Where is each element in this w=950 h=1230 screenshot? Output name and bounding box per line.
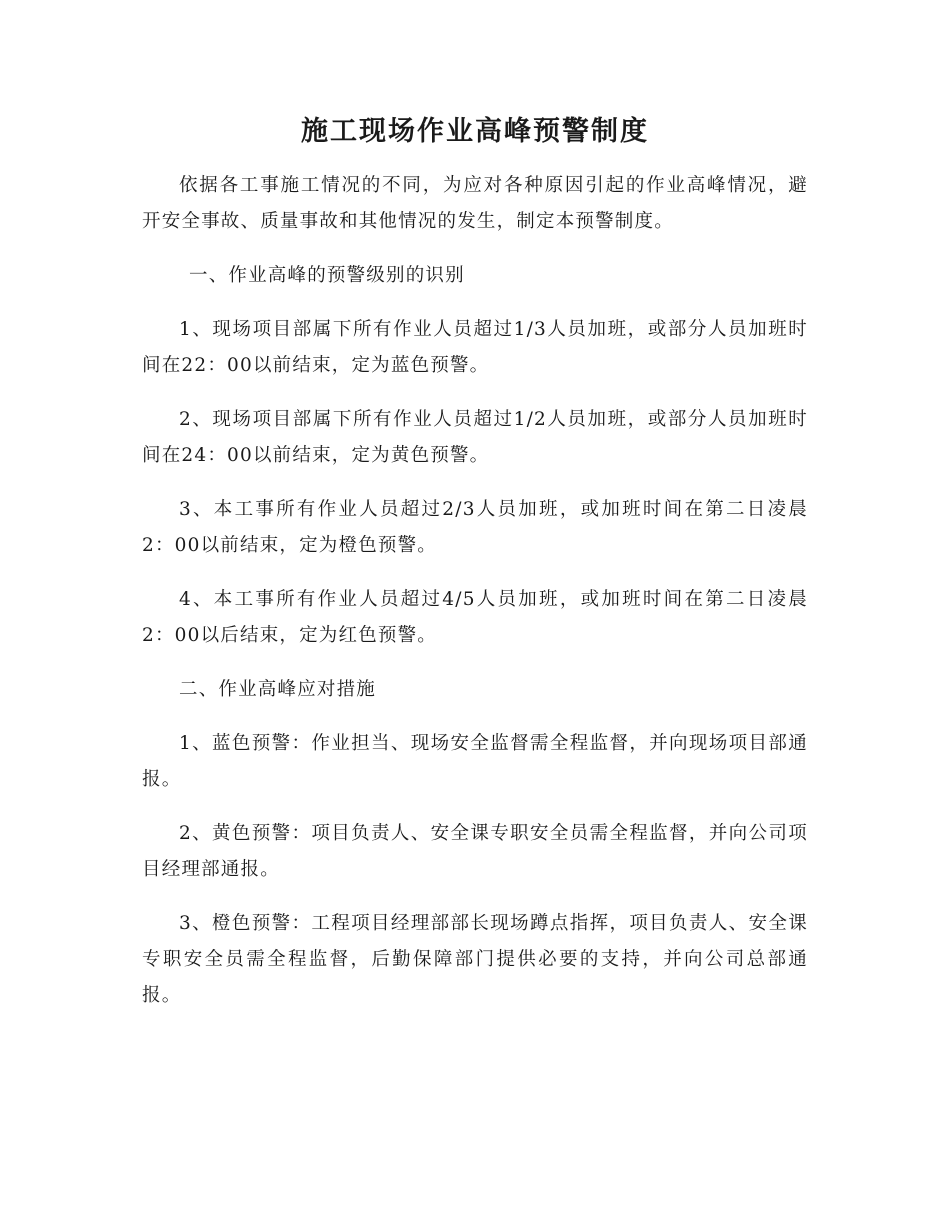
document-body <box>142 112 808 1032</box>
measure-item-orange: 3、橙色预警：工程项目经理部部长现场蹲点指挥，项目负责人、安全课专职安全员需全程监督，后勤保障部门提供必要的支持，并向公司总部通报。 <box>142 913 808 1006</box>
warning-level-item-yellow: 2、现场项目部属下所有作业人员超过1/2人员加班，或部分人员加班时间在24：00以前结束，定为黄色预警。 <box>142 409 808 466</box>
measure-item-blue: 1、蓝色预警：作业担当、现场安全监督需全程监督，并向现场项目部通报。 <box>142 733 808 790</box>
page-title: 施工现场作业高峰预警制度 <box>301 116 649 147</box>
measure-item-yellow: 2、黄色预警：项目负责人、安全课专职安全员需全程监督，并向公司项目经理部通报。 <box>142 823 808 880</box>
warning-level-item-orange: 3、本工事所有作业人员超过2/3人员加班，或加班时间在第二日凌晨2：00以前结束，定为橙色预警。 <box>142 499 808 556</box>
section-heading-warning-levels: 一、作业高峰的预警级别的识别 <box>189 265 465 286</box>
warning-level-item-red: 4、本工事所有作业人员超过4/5人员加班，或加班时间在第二日凌晨2：00以后结束，定为红色预警。 <box>142 589 808 646</box>
intro-paragraph: 依据各工事施工情况的不同，为应对各种原因引起的作业高峰情况，避开安全事故、质量事故和其他情况的发生，制定本预警制度。 <box>142 175 808 232</box>
section-heading-measures: 二、作业高峰应对措施 <box>179 679 377 700</box>
warning-level-item-blue: 1、现场项目部属下所有作业人员超过1/3人员加班，或部分人员加班时间在22：00以前结束，定为蓝色预警。 <box>142 319 808 376</box>
